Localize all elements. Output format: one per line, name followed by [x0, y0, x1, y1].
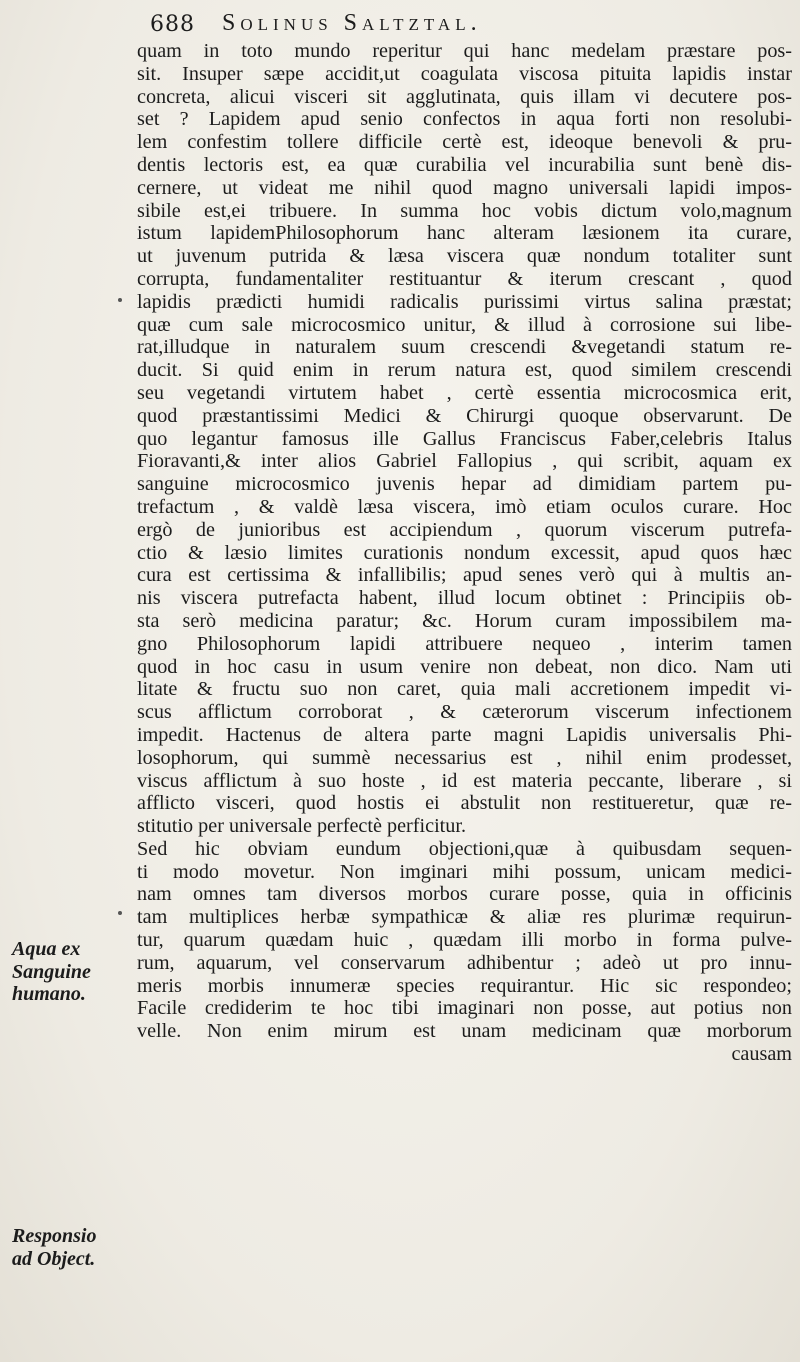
text-line: dentis lectoris est, ea quæ curabilia vel incurabilia sunt benè dis-: [137, 153, 792, 176]
margin-note-responsio: Responsio ad Object.: [12, 1225, 97, 1270]
text-line: ut juvenum putrida & læsa viscera quæ nondum totaliter sunt: [137, 245, 792, 268]
text-line: ctio & læsio limites curationis nondum excessit, apud quos hæc: [137, 541, 792, 564]
text-line: sibile est,ei tribuere. In summa hoc vobis dictum volo,magnum: [137, 199, 792, 222]
body-text: [137, 40, 792, 1066]
page-header: [150, 0, 780, 42]
text-line: sta serò medicina paratur; &c. Horum curam impossibilem ma-: [137, 609, 792, 632]
text-line: seu vegetandi virtutem habet , certè essentia microcosmica erit,: [137, 381, 792, 404]
text-line: sanguine microcosmico juvenis hepar ad dimidiam partem pu-: [137, 473, 792, 496]
text-line: impedit. Hactenus de altera parte magni Lapidis universalis Phi-: [137, 723, 792, 746]
running-head: Solinus Saltztal.: [222, 10, 482, 36]
text-line: quod præstantissimi Medici & Chirurgi quoque observarunt. De: [137, 404, 792, 427]
text-line: quam in toto mundo reperitur qui hanc medelam præstare pos-: [137, 40, 792, 62]
text-line: losophorum, qui summè necessarius est , nihil enim prodesset,: [137, 746, 792, 769]
text-line: viscus afflictum à suo hoste , id est materia peccante, liberare , si: [137, 769, 792, 792]
text-line: gno Philosophorum lapidi attribuere nequeo , interim tamen: [137, 632, 792, 655]
text-line: istum lapidemPhilosophorum hanc alteram læsionem ita curare,: [137, 222, 792, 245]
text-line: afflicto visceri, quod hostis ei abstulit non restitueretur, quæ re-: [137, 792, 792, 815]
text-line: concreta, alicui visceri sit agglutinata, quis illam vi decutere pos-: [137, 85, 792, 108]
text-line: lem confestim tollere difficile certè est, ideoque benevoli & pru-: [137, 131, 792, 154]
catchword: causam: [731, 1043, 792, 1066]
text-line: tur, quarum quædam huic , quædam illi morbo in forma pulve-: [137, 929, 792, 952]
margin-mark: [118, 911, 122, 915]
text-line: quo legantur famosus ille Gallus Franciscus Faber,celebris Italus: [137, 427, 792, 450]
text-line: nam omnes tam diversos morbos curare posse, quia in officinis: [137, 883, 792, 906]
margin-note-aqua-ex-sanguine: Aqua ex Sanguine humano.: [12, 938, 91, 1005]
text-line: trefactum , & valdè læsa viscera, imò etiam oculos curare. Hoc: [137, 495, 792, 518]
text-line: quæ cum sale microcosmico unitur, & illud à corrosione sui libe-: [137, 313, 792, 336]
text-line: rum, aquarum, vel conservarum adhibentur ; adeò ut pro innu-: [137, 951, 792, 974]
text-line: tam multiplices herbæ sympathicæ & aliæ res plurimæ requirun-: [137, 906, 792, 929]
text-line: Facile crediderim te hoc tibi imaginari non posse, aut potius non: [137, 997, 792, 1020]
text-line: scus afflictum corroborat , & cæterorum viscerum infectionem: [137, 701, 792, 724]
margin-mark: [118, 298, 122, 302]
text-line: sit. Insuper sæpe accidit,ut coagulata viscosa pituita lapidis instar: [137, 62, 792, 85]
text-line: set ? Lapidem apud senio confectos in aqua forti non resolubi-: [137, 108, 792, 131]
text-line: ducit. Si quid enim in rerum natura est, quod similem crescendi: [137, 359, 792, 382]
text-line: corrupta, fundamentaliter restituantur & iterum crescant , quod: [137, 267, 792, 290]
text-line: ti modo movetur. Non imginari mihi possum, unicam medici-: [137, 860, 792, 883]
text-line: ergò de junioribus est accipiendum , quorum viscerum putrefa-: [137, 518, 792, 541]
text-line: stitutio per universale perfectè perficitur.: [137, 815, 467, 838]
text-line: quod in hoc casu in usum venire non debeat, non dico. Nam uti: [137, 655, 792, 678]
text-line: litate & fructu suo non caret, quia mali accretionem impedit vi-: [137, 678, 792, 701]
text-line: Sed hic obviam eundum objectioni,quæ à quibusdam sequen-: [137, 837, 792, 860]
text-line: cura est certissima & infallibilis; apud senes verò qui à multis an-: [137, 564, 792, 587]
text-line: rat,illudque in naturalem suum crescendi &vegetandi statum re-: [137, 336, 792, 359]
text-line: cernere, ut videat me nihil quod magno universali lapidi impos-: [137, 176, 792, 199]
text-line: lapidis prædicti humidi radicalis purissimi virtus salina præstat;: [137, 290, 792, 313]
page-number: 688: [150, 12, 195, 37]
text-line: Fioravanti,& inter alios Gabriel Fallopius , qui scribit, aquam ex: [137, 450, 792, 473]
margin-notes: [0, 0, 110, 1362]
text-line: nis viscera putrefacta habent, illud locum obtinet : Principiis ob-: [137, 587, 792, 610]
text-line: meris morbis innumeræ species requirantur. Hic sic respondeo;: [137, 974, 792, 997]
text-line: velle. Non enim mirum est unam medicinam quæ morborum: [137, 1020, 792, 1043]
